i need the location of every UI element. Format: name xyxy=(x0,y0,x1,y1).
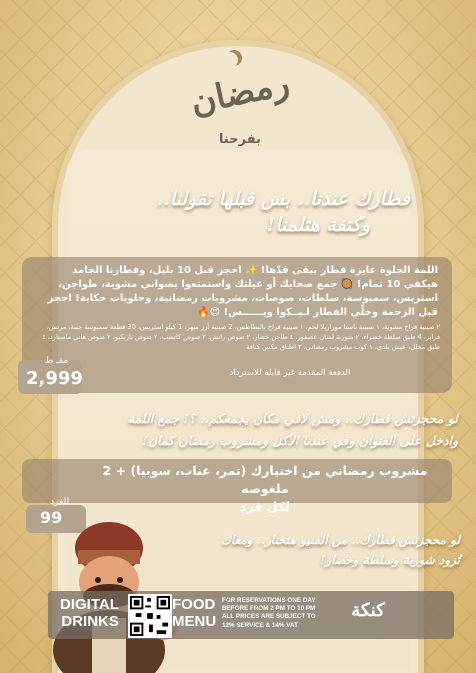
deal-description: اللمة الحلوة عايزة فطار يبقى قدّها! ✨ احجز قبل 10 بليل، وفطارنا الجامد هيكفي 10 تمام! 🥘 جمع صحابك أو عيلتك واستمتعوا بصواني مشوية، طواجن، استربس، سمبوسة، سلطات، صوصات، مشروبات رمضانية، وحلويات حكاية! احجز قبل الزحمة وخلّي الفطار لـيــكوا ويــــــس! 😍🔥 xyxy=(47,265,438,318)
headline-line1: فطارك عندنا.. بس قبلها تقولنا.. xyxy=(156,188,410,210)
drink-price: 99 xyxy=(40,508,63,527)
drink-offer xyxy=(100,462,430,516)
logo-subtitle: بفرحنا xyxy=(219,132,261,147)
drink-line1: مشروب رمضاني من اختيارك (تمر، عناب، سوبيا) + 2 ملغوصه xyxy=(102,463,428,496)
ramadan-logo xyxy=(185,58,295,163)
deal-price: 2,999 xyxy=(26,368,83,389)
qr-code[interactable] xyxy=(128,594,172,638)
bottom-slogan-line2: تُزود شوربة وسلطة وخضار! xyxy=(320,553,460,567)
logo-title: رمضان xyxy=(187,63,293,123)
mid-slogan-line1: لو محجزتش فطارك.. ومش لاقي مكان يجمعكم.. ؟! جمع اللمة xyxy=(127,411,458,426)
menu-label: MENU xyxy=(172,613,217,630)
bottom-slogan xyxy=(170,530,460,570)
digital-drinks-label xyxy=(60,596,119,630)
deal-note: الدفعة المقدمة غير قابلة للاسترداد xyxy=(229,368,351,378)
price-label: مقـ ط xyxy=(45,356,69,366)
drink-price-label: للفرد xyxy=(50,497,70,507)
mid-slogan-line2: وادخل على العنوان وفي عندنا الأكل ومشروب رمضان كمان! xyxy=(142,433,458,448)
reservation-info xyxy=(222,597,316,630)
reservation-line: BEFORE FROM 2 PM TO 10 PM xyxy=(222,605,316,613)
drinks-label: DRINKS xyxy=(61,613,119,630)
deal-items: ٢ صينية فراخ مشوية، ١ صينية باستا موزاريلا لحم، ١ صينية فراخ بالبطاطس، 2 صينية أرز مبهر، 1 كيلو استربس، 30 قطعة سمبوسة جبنة، مرتش، فرايز، 4 طبق سلطة خضراء، ٢ شوربة لسان عصفور، ٤ طاجن خضار، ٢ صوص رانش، ٢ صوص كاتشب، ٢ صوص باربكيو، ٢ صوص هاني ماستارد، ٤ طبق مخلل، عيش بلدي، ١ كوب مشروب رمضاني، ٣ اطباق مكس كنافة xyxy=(42,323,440,351)
reservation-line: FOR RESERVATIONS ONE DAY xyxy=(222,597,316,604)
digital-label: DIGITAL xyxy=(60,596,119,613)
reservation-line: 12% SERVICE & 14% VAT xyxy=(222,621,298,629)
headline-line2: وكتفة هتلمنا! xyxy=(266,214,370,236)
food-menu-label xyxy=(172,596,216,630)
brand-logo: كنكة xyxy=(351,600,385,621)
mid-slogan xyxy=(60,408,458,452)
bottom-slogan-line1: لو محجزتش فطارك.. من المنيو هتختار.. ومعاك xyxy=(221,533,460,547)
food-label: FOOD xyxy=(172,596,216,613)
headline xyxy=(110,186,410,238)
reservation-line: ALL PRICES ARE SUBJECT TO xyxy=(222,613,316,621)
drink-line2: لكل فرد xyxy=(240,499,290,514)
